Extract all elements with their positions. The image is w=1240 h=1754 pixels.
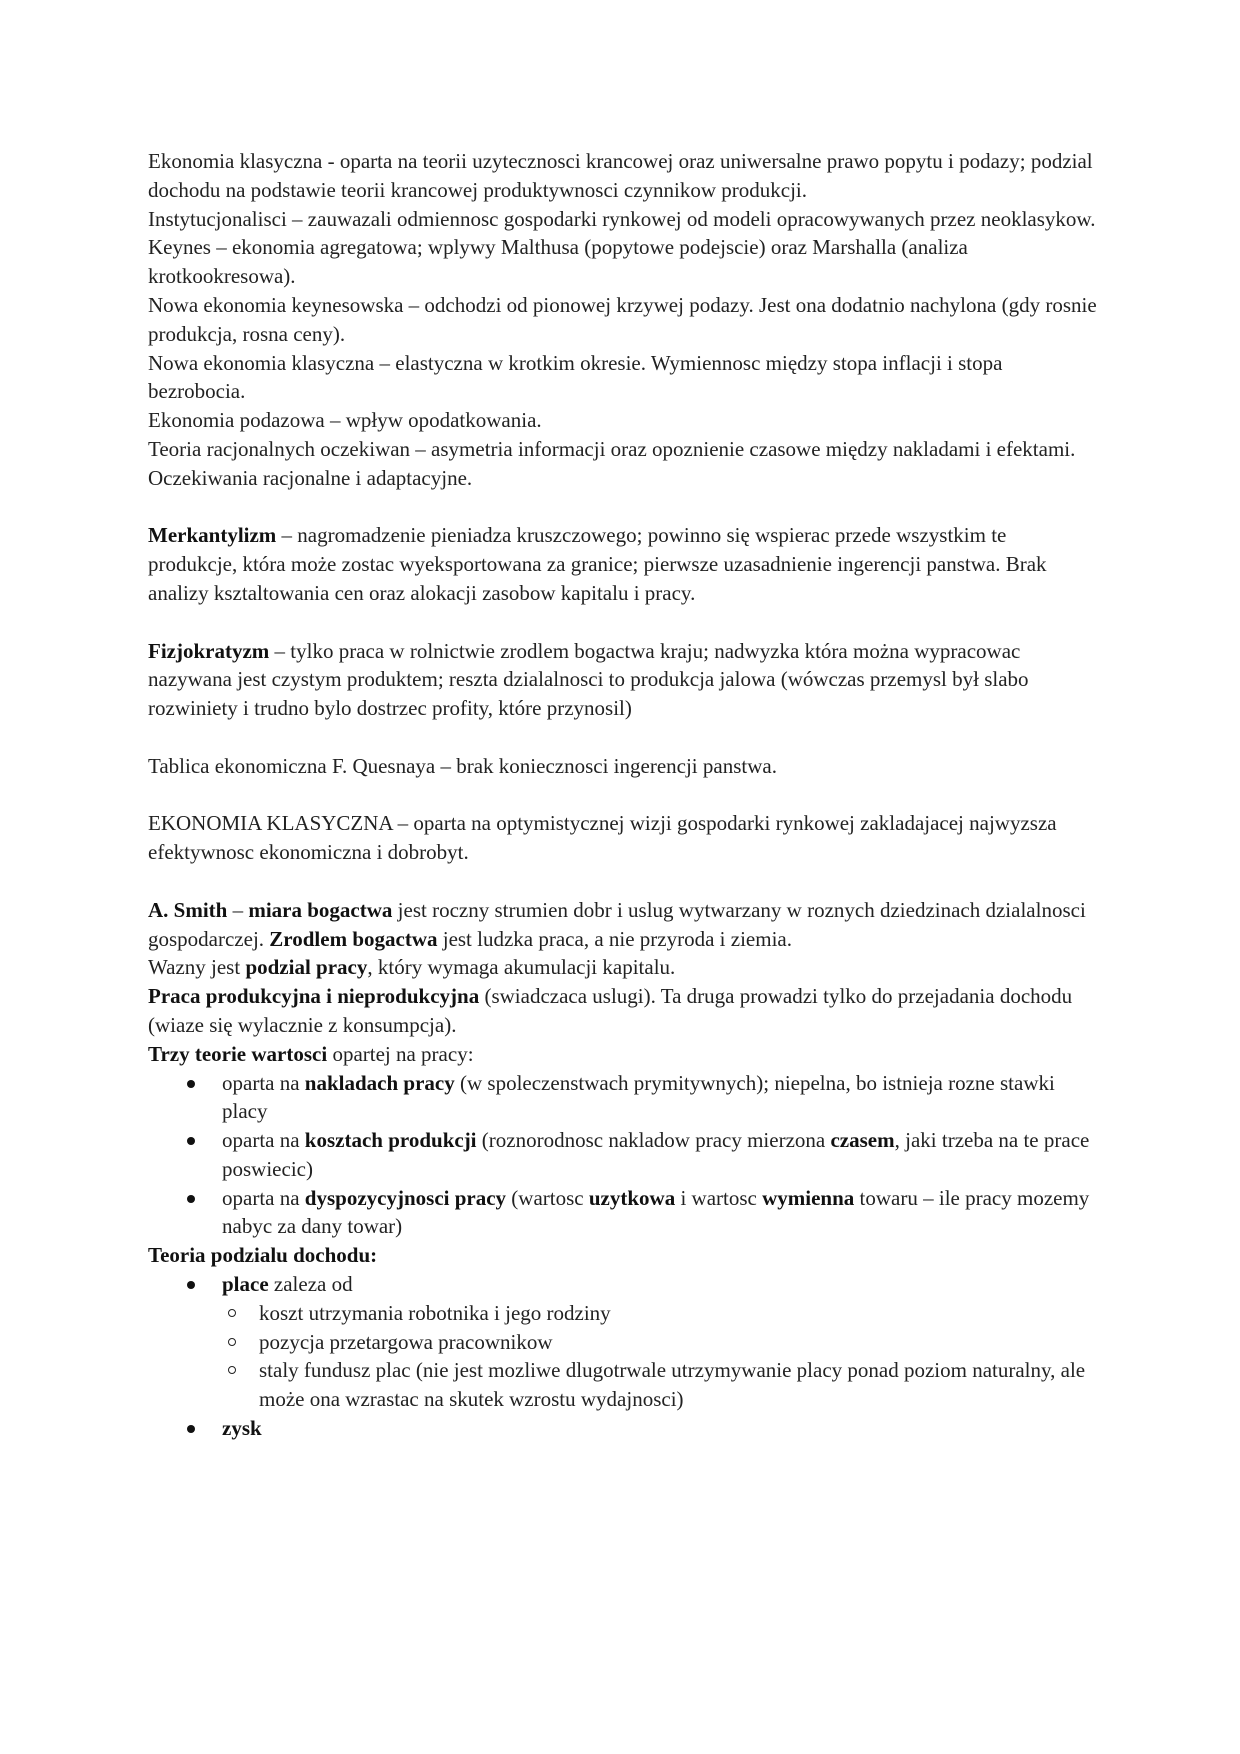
item-text: oparta na (222, 1185, 305, 1210)
bullet-icon (187, 1195, 195, 1203)
paragraph-ekonomia-podazowa: Ekonomia podazowa – wpływ opodatkowania. (148, 408, 542, 433)
list-item (222, 1069, 1098, 1127)
document-page (148, 147, 1098, 1443)
term-zysk: zysk (222, 1416, 262, 1441)
paragraph-nowa-ekonomia-klasyczna: Nowa ekonomia klasyczna – elastyczna w krotkim okresie. Wymiennosc między stopa inflacji i stopa bezrobocia. (148, 350, 1003, 404)
sublist-item (259, 1328, 1098, 1357)
spacer (148, 723, 1098, 752)
term-trzy-teorie: Trzy teorie wartosci (148, 1041, 328, 1066)
term-miara-bogactwa: miara bogactwa (248, 897, 393, 922)
item-term: wymienna (762, 1185, 855, 1210)
spacer (148, 608, 1098, 637)
trzy-text: opartej na pracy: (327, 1041, 474, 1066)
item-text: (w spoleczenstwach prymitywnych); niepelna, bo istnieja rozne stawki placy (222, 1070, 1055, 1124)
sublist-place (222, 1299, 1098, 1414)
item-term: kosztach produkcji (304, 1128, 477, 1153)
item-term: dyspozycyjnosci pracy (304, 1185, 507, 1210)
term-zrodlem-bogactwa: Zrodlem bogactwa (269, 926, 438, 951)
item-text: oparta na (222, 1128, 305, 1153)
list-trzy-teorie (148, 1069, 1098, 1242)
sublist-item-text: koszt utrzymania robotnika i jego rodziny (259, 1300, 611, 1325)
list-item (222, 1126, 1098, 1184)
bullet-icon (187, 1080, 195, 1088)
podzial-post: , który wymaga akumulacji kapitalu. (367, 955, 676, 980)
spacer (148, 493, 1098, 522)
term-fizjokratyzm: Fizjokratyzm (148, 638, 270, 663)
bullet-icon (187, 1425, 195, 1433)
paragraph-nowa-ekonomia-keynesowska: Nowa ekonomia keynesowska – odchodzi od pionowej krzywej podazy. Jest ona dodatnio nachylona (gdy rosnie produkcja, rosna ceny). (148, 292, 1097, 346)
hollow-bullet-icon (228, 1338, 236, 1346)
item-text: , jaki trzeba na te prace poswiecic) (222, 1128, 1090, 1181)
term-praca-produkcyjna: Praca produkcyjna i nieprodukcyjna (148, 984, 480, 1009)
item-text: (roznorodnosc nakladow pracy mierzona (476, 1128, 831, 1153)
item-text: (wartosc (506, 1185, 589, 1210)
term-place: place (222, 1272, 269, 1297)
term-smith: A. Smith (148, 897, 228, 922)
sublist-item (259, 1356, 1098, 1414)
hollow-bullet-icon (228, 1366, 236, 1374)
item-term: nakladach pracy (304, 1070, 455, 1095)
hollow-bullet-icon (228, 1309, 236, 1317)
item-text: zaleza od (268, 1272, 353, 1297)
paragraph-smith (148, 896, 1098, 954)
term-podzial-pracy: podzial pracy (245, 955, 368, 980)
podzial-pre: Wazny jest (148, 955, 246, 980)
smith-zrodlem-text: jest ludzka praca, a nie przyroda i ziemia. (437, 926, 792, 951)
paragraph-trzy-teorie (148, 1040, 1098, 1069)
paragraph-podzial-pracy (148, 953, 1098, 982)
paragraph-teoria-racjonalnych-oczekiwan: Teoria racjonalnych oczekiwan – asymetria informacji oraz opoznienie czasowe między nakladami i efektami. Oczekiwania racjonalne i adaptacyjne. (148, 436, 1076, 490)
list-item-place (222, 1270, 1098, 1414)
bullet-icon (187, 1281, 195, 1289)
spacer (148, 867, 1098, 896)
paragraph-merkantylizm (148, 521, 1098, 607)
merkantylizm-text: – nagromadzenie pieniadza kruszczowego; powinno się wspierac przede wszystkim te produkcje, która może zostac wyeksportowana za granice; pierwsze uzasadnienie ingerencji panstwa. Brak analizy ksztaltowania cen oraz alokacji zasobow kapitalu i pracy. (148, 523, 1047, 605)
paragraph-keynes: Keynes – ekonomia agregatowa; wplywy Malthusa (popytowe podejscie) oraz Marshalla (analiza krotkookresowa). (148, 235, 968, 289)
smith-dash: – (227, 897, 249, 922)
item-text: oparta na (222, 1070, 305, 1095)
paragraph-instytucjonalisci: Instytucjonalisci – zauwazali odmiennosc gospodarki rynkowej od modeli opracowywanych przez neoklasykow. (148, 206, 1096, 231)
list-item (222, 1184, 1098, 1242)
paragraph-fizjokratyzm (148, 637, 1098, 723)
paragraph-ekonomia-klasyczna: Ekonomia klasyczna - oparta na teorii uzytecznosci krancowej oraz uniwersalne prawo popytu i podazy; podzial dochodu na podstawie teorii krancowej produktywnosci czynnikow produkcji. (148, 149, 1093, 202)
paragraph-tablica-ekonomiczna: Tablica ekonomiczna F. Quesnaya – brak koniecznosci ingerencji panstwa. (148, 753, 777, 778)
bullet-icon (187, 1137, 195, 1145)
paragraph-praca-produkcyjna (148, 982, 1098, 1040)
list-item-zysk (222, 1414, 1098, 1443)
list-teoria-podzialu (148, 1270, 1098, 1443)
fizjokratyzm-text: – tylko praca w rolnictwie zrodlem bogactwa kraju; nadwyzka która można wypracowac nazywana jest czystym produktem; reszta dzialalnosci to produkcja jalowa (wówczas przemysl był slabo rozwiniety i trudno bylo dostrzec profity, które przynosil) (148, 638, 1029, 721)
sublist-item-text: staly fundusz plac (nie jest mozliwe dlugotrwale utrzymywanie placy ponad poziom naturalny, ale może ona wzrastac na skutek wzrostu wydajnosci) (259, 1358, 1086, 1412)
paragraph-teoria-podzialu (148, 1241, 1098, 1270)
smith-miara-text: jest roczny strumien dobr i uslug wytwarzany w roznych dziedzinach dzialalnosci gospodarczej. (148, 897, 1086, 951)
item-term: uzytkowa (588, 1185, 676, 1210)
item-text: i wartosc (675, 1185, 763, 1210)
paragraph-ekonomia-klasyczna-heading: EKONOMIA KLASYCZNA – oparta na optymistycznej wizji gospodarki rynkowej zakladajacej najwyzsza efektywnosc ekonomiczna i dobrobyt. (148, 811, 1057, 865)
term-merkantylizm: Merkantylizm (148, 523, 277, 548)
item-text: towaru – ile pracy mozemy nabyc za dany towar) (222, 1185, 1090, 1239)
item-term: czasem (830, 1128, 895, 1153)
sublist-item (259, 1299, 1098, 1328)
term-teoria-podzialu: Teoria podzialu dochodu: (148, 1243, 378, 1268)
spacer (148, 781, 1098, 810)
sublist-item-text: pozycja przetargowa pracownikow (259, 1329, 553, 1354)
praca-text: (swiadczaca uslugi). Ta druga prowadzi tylko do przejadania dochodu (wiaze się wylacznie z konsumpcja). (148, 984, 1073, 1037)
